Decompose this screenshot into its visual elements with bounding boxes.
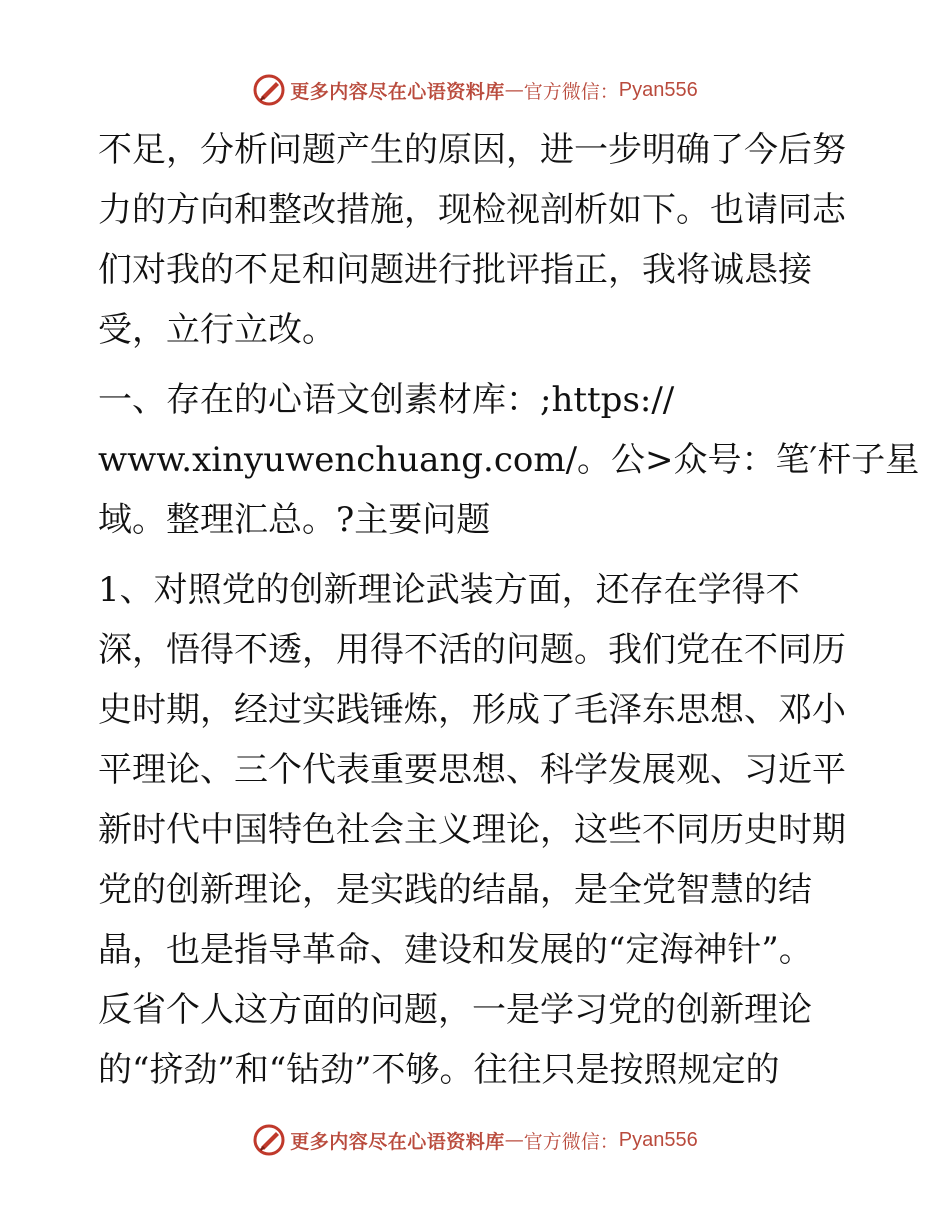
banner-wechat-label: 官方微信： [523,80,619,103]
banner-dash: — [504,1129,524,1151]
text-line: 受，立行立改。 [98,310,336,350]
paragraph-2 [98,370,920,550]
brush-logo-icon [252,1123,286,1157]
footer-banner [0,1118,950,1162]
text-line: 史时期，经过实践锤炼，形成了毛泽东思想、邓小 [98,690,846,730]
text-line: 一、存在的心语文创素材库：;https:// [98,380,675,420]
text-line: 不足，分析问题产生的原因，进一步明确了今后努 [98,130,846,170]
banner-wechat-label: 官方微信： [523,1130,619,1153]
text-line: 平理论、三个代表重要思想、科学发展观、习近平 [98,750,846,790]
text-line: 新时代中国特色社会主义理论，这些不同历史时期 [98,810,846,850]
text-line: 晶，也是指导革命、建设和发展的“定海神针”。 [98,930,813,970]
banner-title: 更多内容尽在心语资料库 [290,80,505,103]
text-line: 深，悟得不透，用得不活的问题。我们党在不同历 [98,630,846,670]
text-line: 1、对照党的创新理论武装方面，还存在学得不 [98,570,800,610]
banner-wechat-id: Pyan556 [618,78,698,101]
header-banner [0,68,950,112]
paragraph-1 [98,120,858,360]
text-line: www.xinyuwenchuang.com/。公>众号：笔′杆子星 [98,440,920,480]
text-line: 域。整理汇总。?主要问题 [98,500,491,540]
document-body [98,120,920,1100]
banner-dash: — [504,79,524,101]
text-line: 力的方向和整改措施，现检视剖析如下。也请同志 [98,190,846,230]
paragraph-3 [98,560,858,1100]
text-line: 的“挤劲”和“钻劲”不够。往往只是按照规定的 [98,1050,780,1090]
banner-wechat-id: Pyan556 [618,1128,698,1151]
text-line: 反省个人这方面的问题，一是学习党的创新理论 [98,990,812,1030]
banner-title: 更多内容尽在心语资料库 [290,1130,505,1153]
brush-logo-icon [252,73,286,107]
text-line: 党的创新理论，是实践的结晶，是全党智慧的结 [98,870,812,910]
text-line: 们对我的不足和问题进行批评指正，我将诚恳接 [98,250,812,290]
